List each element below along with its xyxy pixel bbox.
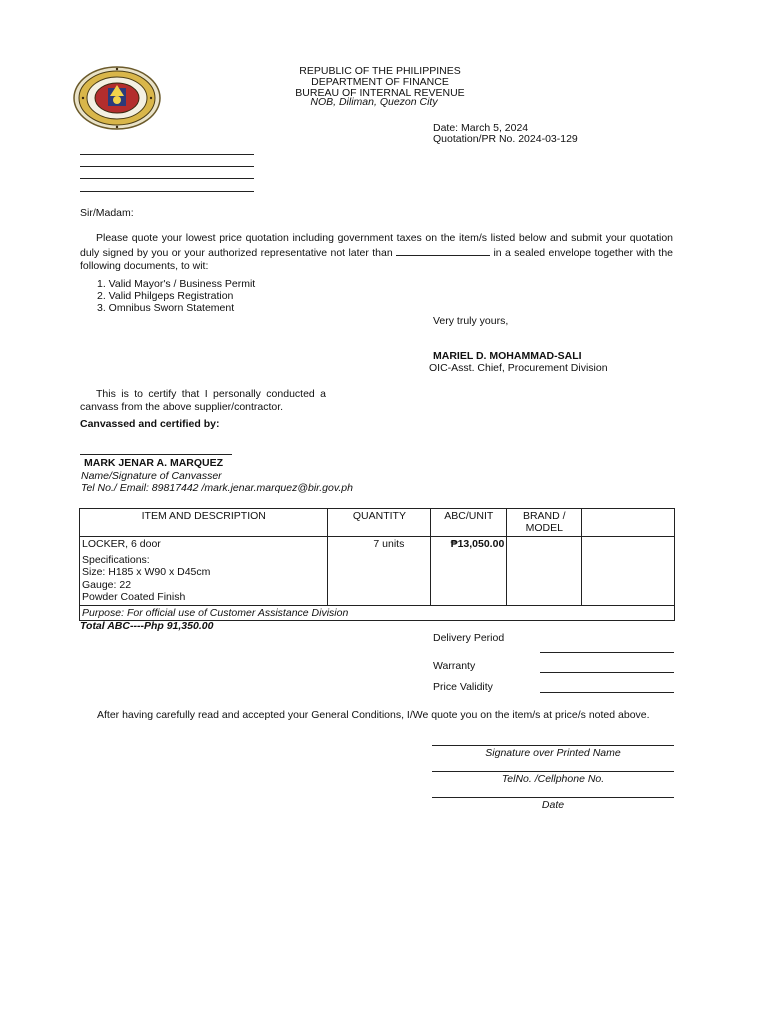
purpose-row bbox=[80, 605, 675, 620]
warranty-label: Warranty bbox=[433, 660, 476, 672]
warranty-field[interactable] bbox=[540, 672, 674, 673]
request-paragraph-start: Please quote your lowest price quotation including government taxes on the item/s listed below and submit your quotation duly signed by you or your authorized representative not later than bbox=[80, 232, 673, 259]
signature-line[interactable] bbox=[432, 745, 674, 746]
canvasser-caption: Name/Signature of Canvasser bbox=[81, 470, 222, 482]
table-header-row bbox=[80, 509, 675, 537]
certification-text: This is to certify that I personally conducted a canvass from the above supplier/contractor. bbox=[80, 388, 326, 413]
item-abc-unit: ₱13,050.00 bbox=[431, 537, 507, 606]
total-abc: Total ABC----Php 91,350.00 bbox=[80, 620, 214, 632]
col-item-description: ITEM AND DESCRIPTION bbox=[80, 509, 328, 537]
date-text: Date: March 5, 2024 bbox=[433, 122, 529, 134]
requirement-item: 3. Omnibus Sworn Statement bbox=[97, 302, 235, 314]
addressee-line-2 bbox=[80, 166, 254, 167]
requirement-item: 1. Valid Mayor's / Business Permit bbox=[97, 278, 256, 290]
items-table bbox=[79, 508, 675, 621]
price-validity-field[interactable] bbox=[540, 692, 674, 693]
header-bureau: BUREAU OF INTERNAL REVENUE bbox=[295, 87, 465, 99]
canvasser-contact: Tel No./ Email: 89817442 /mark.jenar.marquez@bir.gov.ph bbox=[81, 482, 353, 494]
addressee-line-4 bbox=[80, 191, 254, 192]
item-name: LOCKER, 6 door bbox=[82, 538, 161, 550]
header-department: DEPARTMENT OF FINANCE bbox=[311, 76, 449, 88]
signatory-name: MARIEL D. MOHAMMAD-SALI bbox=[433, 350, 582, 362]
delivery-period-label: Delivery Period bbox=[433, 632, 505, 644]
col-quantity: QUANTITY bbox=[328, 509, 431, 537]
table-row bbox=[80, 537, 675, 606]
delivery-period-field[interactable] bbox=[540, 652, 674, 653]
date-line[interactable] bbox=[432, 797, 674, 798]
item-brand-model bbox=[507, 537, 582, 606]
header-address: NOB, Diliman, Quezon City bbox=[310, 96, 438, 108]
col-blank bbox=[582, 509, 675, 537]
item-blank bbox=[582, 537, 675, 606]
canvassed-label: Canvassed and certified by: bbox=[80, 418, 220, 430]
signatory-title: OIC-Asst. Chief, Procurement Division bbox=[429, 362, 608, 374]
addressee-line-3 bbox=[80, 178, 254, 179]
date-caption: Date bbox=[541, 799, 565, 811]
item-description-cell bbox=[80, 537, 328, 606]
phone-line[interactable] bbox=[432, 771, 674, 772]
quotation-number: Quotation/PR No. 2024-03-129 bbox=[433, 133, 578, 145]
requirement-item: 2. Valid Philgeps Registration bbox=[97, 290, 234, 302]
phone-caption: TelNo. /Cellphone No. bbox=[501, 773, 605, 785]
col-abc-unit: ABC/UNIT bbox=[431, 509, 507, 537]
purpose-text: Purpose: For official use of Customer Assistance Division bbox=[80, 605, 675, 620]
header-republic: REPUBLIC OF THE PHILIPPINES bbox=[299, 65, 461, 77]
item-quantity: 7 units bbox=[328, 537, 431, 606]
salutation: Sir/Madam: bbox=[80, 207, 134, 219]
canvasser-signature-line bbox=[80, 454, 232, 455]
deadline-blank bbox=[396, 246, 490, 256]
addressee-line-1 bbox=[80, 154, 254, 155]
closing-text: Very truly yours, bbox=[433, 315, 509, 327]
price-validity-label: Price Validity bbox=[433, 681, 493, 693]
signature-caption: Signature over Printed Name bbox=[485, 747, 621, 759]
canvasser-name: MARK JENAR A. MARQUEZ bbox=[84, 457, 224, 469]
item-spec: Specifications: bbox=[82, 553, 150, 566]
item-spec: Powder Coated Finish bbox=[82, 591, 186, 603]
item-spec: Gauge: 22 bbox=[82, 578, 132, 591]
bir-seal-logo bbox=[72, 66, 162, 130]
col-brand-model: BRAND / MODEL bbox=[507, 509, 582, 537]
request-paragraph-end: in a sealed envelope together with the following documents, to wit: bbox=[80, 246, 674, 272]
item-spec: Size: H185 x W90 x D45cm bbox=[82, 566, 211, 578]
acceptance-text: After having carefully read and accepted your General Conditions, I/We quote you on the item/s at price/s noted above. bbox=[97, 709, 650, 721]
request-paragraph bbox=[80, 232, 673, 274]
